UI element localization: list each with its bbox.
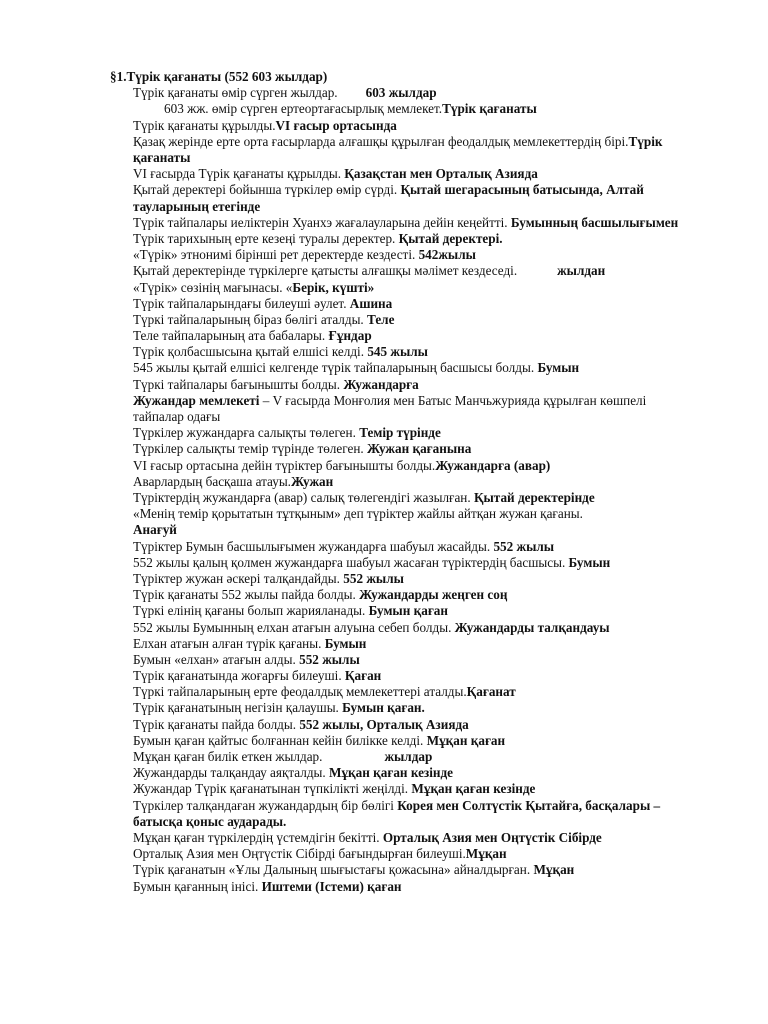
answer-text: Анағуй xyxy=(133,522,177,538)
question-text: VI ғасырда Түрік қағанаты құрылды. xyxy=(133,166,341,182)
question-text: Түрік қағанаты 552 жылы пайда болды. xyxy=(133,587,356,603)
answer-text: Орталық Азия мен Оңтүстік Сібірде xyxy=(382,829,602,845)
answer-text: Жужан xyxy=(290,473,334,489)
answer-text: жылдар xyxy=(384,749,433,765)
answer-text: 603 жылдар xyxy=(365,85,437,101)
entry-block xyxy=(133,506,693,538)
question-text: Жужандар Түрік қағанатынан түпкілікті жеңілді. xyxy=(133,781,409,797)
question-text: Түркі тайпаларының біраз бөлігі аталды. xyxy=(133,311,364,327)
question-text: Түріктер жужан әскері талқандайды. xyxy=(133,570,340,586)
question-text: Түрік қағанаты пайда болды. xyxy=(133,716,297,732)
question-text: Түркі тайпаларының ерте феодалдық мемлекеттері аталды. xyxy=(133,684,467,700)
question-text: Елхан атағын алған түрік қағаны. xyxy=(133,635,322,651)
question-text: Түркі тайпалары бағынышты болды. xyxy=(133,376,341,392)
answer-text: Бумын xyxy=(324,635,367,651)
answer-text: Берік, күшті» xyxy=(292,279,375,295)
answer-text: Қытай деректері. xyxy=(398,230,503,246)
entry-block xyxy=(133,215,693,231)
question-text: 545 жылы қытай елшісі келгенде түрік тайпаларының басшысы болды. xyxy=(133,360,535,376)
answer-text: Қағанат xyxy=(466,684,516,700)
entry-block xyxy=(133,134,693,166)
question-text: Түрік қағанатын «Ұлы Далының шығыстағы қожасына» айналдырған. xyxy=(133,862,531,878)
question-text: «Түрік» сөзінің мағынасы. « xyxy=(133,279,293,295)
question-text: Түрік қағанаты өмір сүрген жылдар. xyxy=(133,85,338,101)
question-text: Орталық Азия мен Оңтүстік Сібірді бағындырған билеуші. xyxy=(133,846,466,862)
question-text: Жужандарды талқандау аяқталды. xyxy=(133,765,326,781)
answer-text: VI ғасыр ортасында xyxy=(275,117,397,133)
question-text: Түрік тайпалары иеліктерін Хуанхэ жағалауларына дейін кеңейтті. xyxy=(133,214,508,230)
answer-text: Жужандарды талқандауы xyxy=(454,619,610,635)
answer-text: Бумынның басшылығымен xyxy=(510,214,679,230)
question-text: Мұқан қаған түркілердің үстемдігін бекітті. xyxy=(133,829,380,845)
question-text: «Менің темір қорытатын тұтқыным» деп түріктер жайлы айтқан жужан қағаны. xyxy=(133,506,583,522)
answer-text: 552 жылы xyxy=(299,651,360,667)
answer-text: Қытай деректерінде xyxy=(473,489,595,505)
answer-text: Ашина xyxy=(349,295,393,311)
question-text: Бумын «елхан» атағын алды. xyxy=(133,651,296,667)
answer-text: Жужан қағанына xyxy=(366,441,472,457)
question-text: Бумын қаған қайтыс болғаннан кейін билікке келді. xyxy=(133,732,424,748)
answer-text: 545 жылы xyxy=(367,344,428,360)
answer-text: Мұқан қаған кезінде xyxy=(411,781,536,797)
answer-text: Иштеми (Істеми) қаған xyxy=(261,878,402,894)
answer-text: Бумын қаған. xyxy=(342,700,425,716)
answer-text: Түрік қағанаты xyxy=(442,101,537,117)
answer-text: Мұқан xyxy=(533,862,575,878)
question-text: Мұқан қаған билік еткен жылдар. xyxy=(133,749,323,765)
entry-block xyxy=(133,393,693,425)
question-text: 552 жылы қалың қолмен жужандарға шабуыл жасаған түріктердің басшысы. xyxy=(133,554,566,570)
answer-text: 542жылы xyxy=(418,247,476,263)
answer-text: Темір түрінде xyxy=(359,425,441,441)
answer-text: Бумын қаған xyxy=(368,603,448,619)
answer-text: Ғұндар xyxy=(328,328,372,344)
answer-text: 552 жылы xyxy=(343,570,404,586)
answer-text: Қазақстан мен Орталық Азияда xyxy=(344,166,538,182)
answer-text: Жужандарға (авар) xyxy=(435,457,551,473)
entry-block xyxy=(133,798,693,830)
answer-text: Бумын xyxy=(568,554,611,570)
question-text: – V ғасырда Монғолия мен Батыс Манчьжурияда құрылған көшпелі тайпалар одағы xyxy=(133,392,647,425)
answer-text: Түрік қағанаты xyxy=(133,133,663,165)
question-text: Түркілер салықты темір түрінде төлеген. xyxy=(133,441,364,457)
answer-text: 552 жылы xyxy=(493,538,555,554)
question-text: 603 жж. өмір сүрген ертеортағасырлық мемлекет. xyxy=(164,101,443,117)
section-title: §1.Түрік қағанаты (552 603 жылдар) xyxy=(110,69,328,84)
question-text: Түркілер талқандаған жужандардың бір бөлігі xyxy=(133,797,394,813)
question-text: Түркі елінің қағаны болып жарияланады. xyxy=(133,603,366,619)
answer-text: Мұқан xyxy=(465,846,507,862)
answer-text: Корея мен Солтүстік Қытайға, басқалары – батысқа қоныс аударады. xyxy=(133,797,661,829)
question-text: Түрік қағанаты құрылды. xyxy=(133,117,276,133)
entry-block xyxy=(133,182,693,214)
question-text: Түріктердің жужандарға (авар) салық төлегендігі жазылған. xyxy=(133,489,471,505)
answer-text: Мұқан қаған кезінде xyxy=(329,765,454,781)
answer-text: жылдан xyxy=(557,263,606,279)
answer-text: Жужандар мемлекеті xyxy=(133,392,260,408)
question-text: Түрік қағанатында жоғарғы билеуші. xyxy=(133,668,342,684)
answer-text: Мұқан қаған xyxy=(426,732,506,748)
answer-text: Жужандарға xyxy=(343,376,419,392)
question-text: Аварлардың басқаша атауы. xyxy=(133,473,291,489)
question-text: Бумын қағанның інісі. xyxy=(133,878,259,894)
question-text: Қытай деректері бойынша түркілер өмір сүрді. xyxy=(133,182,398,198)
question-text: Қытай деректерінде түркілерге қатысты алғашқы мәлімет кездеседі. xyxy=(133,263,518,279)
question-text: Түркілер жужандарға салықты төлеген. xyxy=(133,425,356,441)
question-text: Теле тайпаларының ата бабалары. xyxy=(133,328,326,344)
question-text: Түрік тайпаларындағы билеуші әулет. xyxy=(133,295,347,311)
question-text: 552 жылы Бумынның елхан атағын алуына себеп болды. xyxy=(133,619,452,635)
answer-text: Теле xyxy=(367,311,395,327)
answer-text: Қаған xyxy=(344,668,382,684)
answer-text: Жужандарды жеңген соң xyxy=(359,587,508,603)
question-text: Түріктер Бумын басшылығымен жужандарға шабуыл жасайды. xyxy=(133,538,491,554)
answer-text: Қытай шегарасының батысында, Алтай тауларының етегінде xyxy=(133,182,644,214)
question-text: Түрік қағанатының негізін қалаушы. xyxy=(133,700,339,716)
answer-text: 552 жылы, Орталық Азияда xyxy=(299,716,469,732)
question-text: «Түрік» этнонимі бірінші рет деректерде кездесті. xyxy=(133,247,416,263)
document-body xyxy=(110,69,693,895)
question-text: VI ғасыр ортасына дейін түріктер бағынышты болды. xyxy=(133,457,436,473)
question-text: Қазақ жерінде ерте орта ғасырларда алғашқы құрылған феодалдық мемлекеттердің бірі. xyxy=(133,133,629,149)
question-text: Түрік тарихының ерте кезеңі туралы деректер. xyxy=(133,230,396,246)
question-text: Түрік қолбасшысына қытай елшісі келді. xyxy=(133,344,365,360)
answer-text: Бумын xyxy=(537,360,580,376)
